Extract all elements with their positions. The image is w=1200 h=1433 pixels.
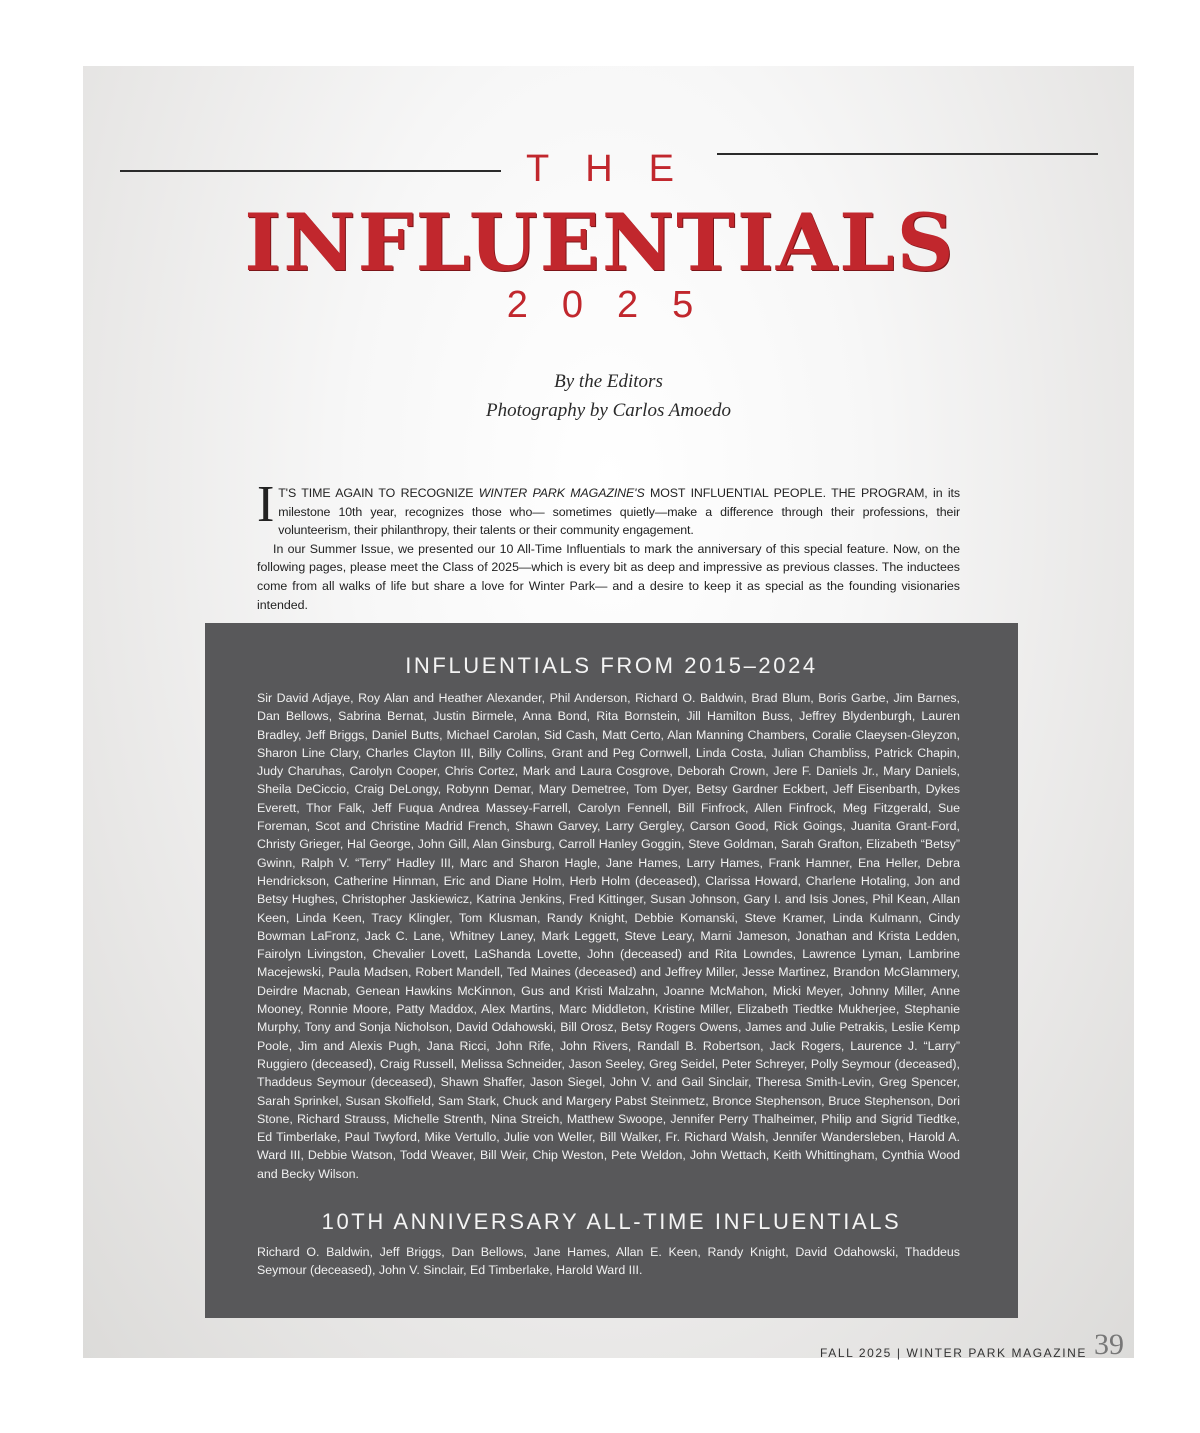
footer-issue-label: FALL 2025 | WINTER PARK MAGAZINE (819, 1346, 1087, 1360)
intro-lead-caps-2: MOST INFLUENTIAL PEOPLE. THE PROGRAM, (644, 486, 928, 500)
page-number: 39 (1094, 1328, 1124, 1361)
intro-lead-caps: T'S TIME AGAIN TO RECOGNIZE (278, 486, 479, 500)
alltime-influentials-list: Richard O. Baldwin, Jeff Briggs, Dan Bellows, Jane Hames, Allan E. Keen, Randy Knight, David Odahowski, Thaddeus Seymour (deceased), John V. Sinclair, Ed Timberlake, Harold Ward III. (257, 1245, 960, 1278)
influentials-sidebar (205, 623, 1018, 1318)
intro-magazine-name: WINTER PARK MAGAZINE'S (478, 486, 645, 500)
page-title: INFLUENTIALS (244, 196, 956, 289)
drop-cap: I (257, 476, 275, 533)
intro-paragraph-2: In our Summer Issue, we presented our 10 All-Time Influentials to mark the anniversary of this special feature. Now, on the following pages, please meet the Class of 2025—which is every bit as deep and impressive as previous classes. The inductees come from all walks of life but share a love for Winter Park— and a desire to keep it as special as the founding visionaries intended. (257, 541, 960, 612)
past-influentials-heading: INFLUENTIALS FROM 2015–2024 (405, 653, 818, 678)
page-footer (0, 1328, 1200, 1376)
alltime-influentials-heading: 10TH ANNIVERSARY ALL-TIME INFLUENTIALS (321, 1209, 902, 1234)
byline-photography: Photography by Carlos Amoedo (485, 400, 732, 421)
intro-paragraph-1 (257, 476, 960, 540)
byline-editors: By the Editors (554, 371, 663, 392)
intro-text (257, 476, 960, 614)
title-the: THE (526, 148, 710, 190)
title-year: 2025 (506, 284, 728, 326)
intro-paragraph-1-rest: in its milestone 10th year, recognizes those who— sometimes quietly—make a difference through their professions, their volunteerism, their philanthropy, their talents or their community engagement. (278, 486, 960, 538)
past-influentials-list: Sir David Adjaye, Roy Alan and Heather Alexander, Phil Anderson, Richard O. Baldwin, Brad Blum, Boris Garbe, Jim Barnes, Dan Bellows, Sabrina Bernat, Justin Birmele, Anna Bond, Rita Bornstein, Jill Hamilton Buss, Jeffrey Blydenburgh, Lauren Bradley, Jeff Briggs, Daniel Butts, Michael Carolan, Sid Cash, Matt Certo, Alan Manning Chambers, Coralie Claeysen-Gleyzon, Sharon Line Clary, Charles Clayton III, Billy Collins, Grant and Peg Cornwell, Linda Costa, Julian Chambliss, Patrick Chapin, Judy Charuhas, Carolyn Cooper, Chris Cortez, Mark and Laura Cosgrove, Deborah Crown, Jere F. Daniels Jr., Mary Daniels, Sheila DeCiccio, Craig DeLongy, Robynn Demar, Mary Demetree, Tom Dyer, Betsy Gardner Eckbert, Jeff Eisenbarth, Dykes Everett, Thor Falk, Jeff Fuqua Andrea Massey-Farrell, Carolyn Fennell, Bill Finfrock, Allen Finfrock, Meg Fitzgerald, Sue Foreman, Scot and Christine Madrid French, Shawn Garvey, Larry Gergley, Carson Good, Rick Goings, Juanita Grant-Ford, Christy Grieger, Hal George, John Gill, Alan Ginsburg, Carroll Hanley Goggin, Steve Goldman, Sarah Grafton, Elizabeth “Betsy” Gwinn, Ralph V. “Terry” Hadley III, Marc and Sharon Hagle, Jane Hames, Larry Hames, Frank Hamner, Ena Heller, Debra Hendrickson, Catherine Hinman, Eric and Diane Holm, Herb Holm (deceased), Clarissa Howard, Charlene Hotaling, Jon and Betsy Hughes, Christopher Jaskiewicz, Katrina Jenkins, Fred Kittinger, Susan Johnson, Gary I. and Isis Jones, Phil Kean, Allan Keen, Linda Keen, Tracy Klingler, Tom Klusman, Randy Knight, Debbie Komanski, Steve Kramer, Linda Kulmann, Cindy Bowman LaFronz, Jack C. Lane, Whitney Laney, Mark Leggett, Steve Leary, Marni Jameson, Jonathan and Krista Ledden, Fairolyn Livingston, Chevalier Lovett, LaShanda Lovette, John (deceased) and Rita Lowndes, Lawrence Lyman, Lambrine Macejewski, Paula Madsen, Robert Mandell, Ted Maines (deceased) and Jeffrey Miller, Jesse Martinez, Brandon McGlammery, Deirdre Macnab, Genean Hawkins McKinnon, Gus and Kristi Malzahn, Joanne McMahon, Micki Meyer, Johnny Miller, Anne Mooney, Ronnie Moore, Patty Maddox, Alex Martins, Marc Middleton, Kristine Miller, Elizabeth Tiedtke Mukherjee, Stephanie Murphy, Tony and Sonja Nicholson, David Odahowski, Bill Orosz, Betsy Rogers Owens, James and Julie Petrakis, Leslie Kemp Poole, Jim and Alexis Pugh, Jana Ricci, John Rife, John Rivers, Randall B. Robertson, Jack Rogers, Laurence J. “Larry” Ruggiero (deceased), Craig Russell, Melissa Schneider, Jason Seeley, Greg Seidel, Peter Schreyer, Polly Seymour (deceased), Thaddeus Seymour (deceased), Shawn Shaffer, Jason Siegel, John V. and Gail Sinclair, Theresa Smith-Levin, Greg Spencer, Sarah Sprinkel, Susan Skolfield, Sam Stark, Chuck and Margery Pabst Steinmetz, Bronce Stephenson, Bruce Stephenson, Dori Stone, Richard Strauss, Michelle Strenth, Nina Streich, Matthew Swoope, Jennifer Perry Thalheimer, Philip and Sigrid Tiedtke, Ed Timberlake, Paul Twyford, Mike Vertullo, Julie von Weller, Bill Walker, Fr. Richard Walsh, Jennifer Wandersleben, Harold A. Ward III, Debbie Watson, Todd Weaver, Bill Weir, Chip Weston, Pete Weldon, John Wettach, Keith Whittingham, Cynthia Wood and Becky Wilson. (257, 691, 960, 1181)
